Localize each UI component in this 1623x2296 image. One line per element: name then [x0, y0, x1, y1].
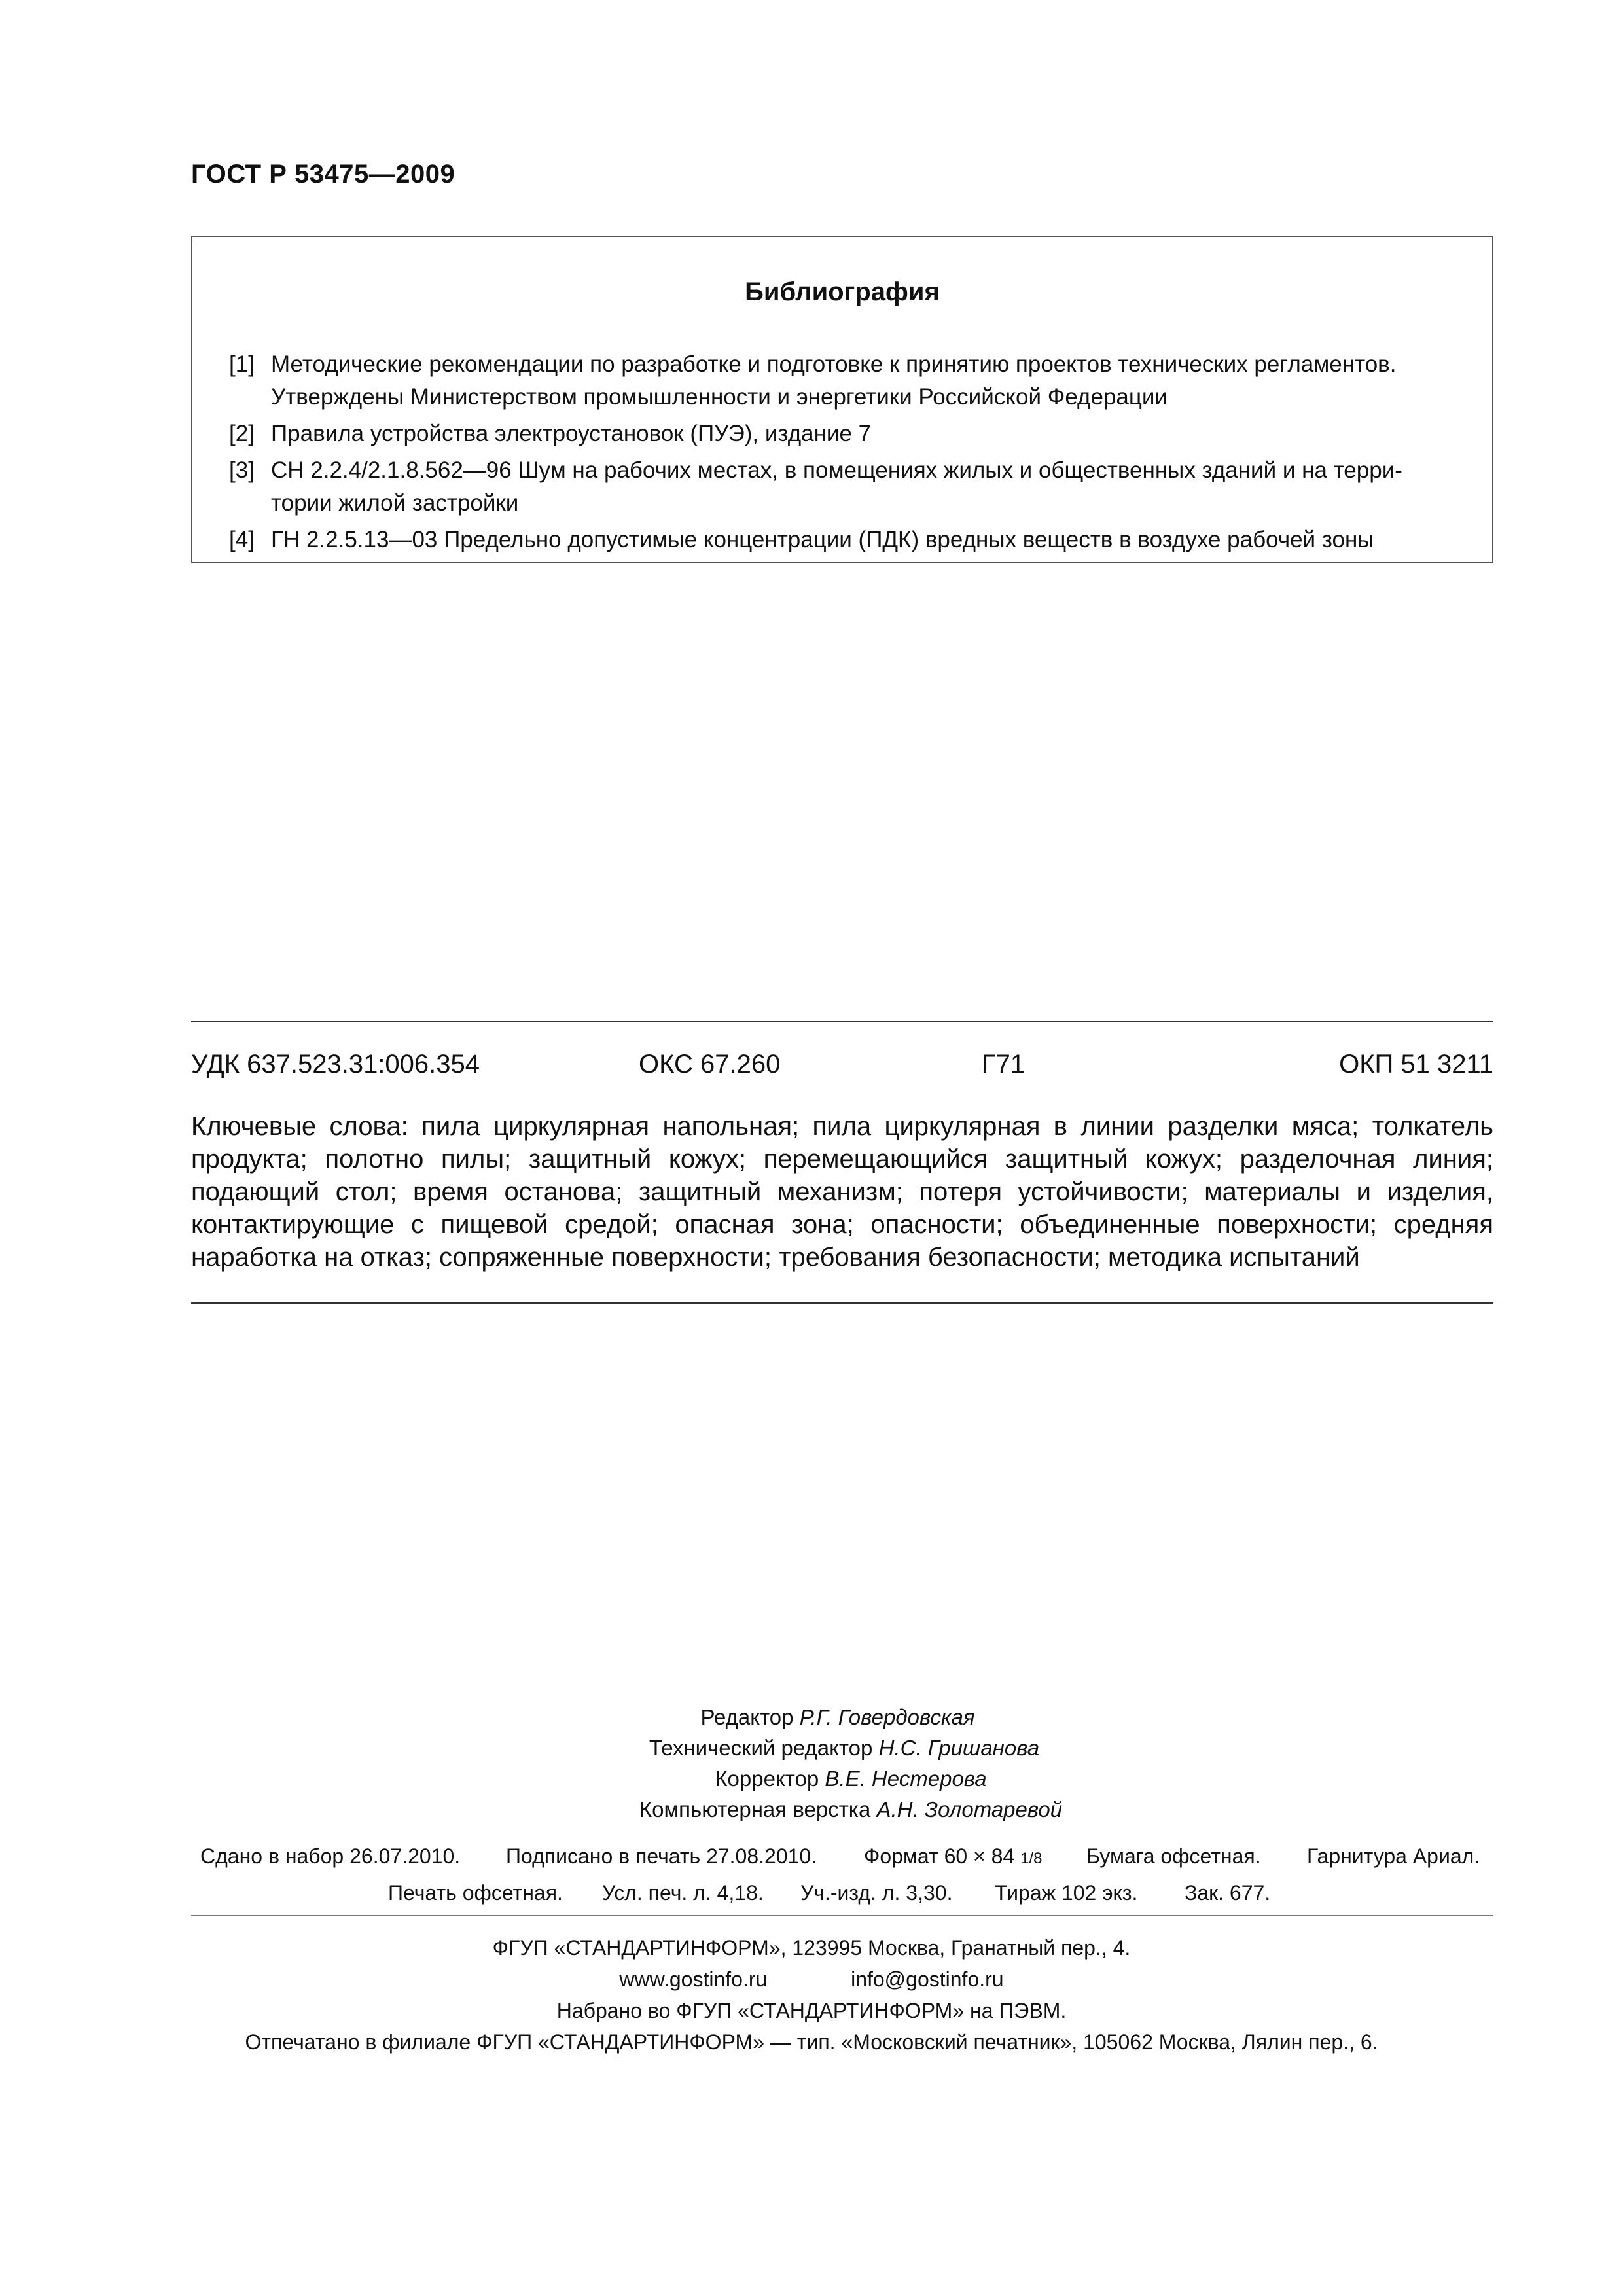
- publisher-sheets: Уч.-изд. л. 3,30.: [800, 1881, 953, 1905]
- udk-code: УДК 637.523.31:006.354: [191, 1050, 480, 1079]
- bibliography-item-text: СН 2.2.4/2.1.8.562—96 Шум на рабочих местах, в помещениях жилых и общественных зданий и на терри-: [271, 457, 1402, 483]
- okp-code: ОКП 51 3211: [1339, 1050, 1493, 1079]
- bibliography-item-1: [229, 348, 1459, 414]
- print-details-row-2: [0, 1881, 1623, 1914]
- bibliography-item-4: [229, 524, 1459, 556]
- divider-bottom: [191, 1302, 1493, 1304]
- order-number: Зак. 677.: [1185, 1881, 1271, 1905]
- bibliography-item-text: Правила устройства электроустановок (ПУЭ), издание 7: [271, 421, 872, 446]
- credit-person: Н.С. Гришанова: [878, 1736, 1040, 1760]
- publisher-contacts: [619, 1964, 1003, 1995]
- format-fraction: 1/8: [1020, 1850, 1043, 1867]
- bibliography-item-number: [1]: [229, 351, 255, 377]
- format-info: [864, 1844, 1042, 1869]
- credit-person: А.Н. Золотаревой: [876, 1797, 1063, 1821]
- divider-imprint: [191, 1915, 1493, 1916]
- credit-layout: [0, 1794, 1623, 1825]
- print-type: Печать офсетная.: [388, 1881, 563, 1905]
- credit-person: В.Е. Нестерова: [825, 1767, 987, 1791]
- credit-role: Редактор: [700, 1705, 794, 1729]
- bibliography-item-2: [229, 418, 1459, 450]
- bibliography-item-text-continued: Утверждены Министерством промышленности и энергетики Российской Федерации: [271, 384, 1168, 410]
- print-details-row-1: [0, 1844, 1623, 1877]
- credit-editor: [0, 1702, 1623, 1732]
- keywords-label: Ключевые слова:: [191, 1112, 408, 1141]
- credit-technical-editor: [0, 1732, 1623, 1763]
- bibliography-item-text: Методические рекомендации по разработке и подготовке к принятию проектов технических регламентов.: [271, 351, 1397, 377]
- bibliography-item-text-continued: тории жилой застройки: [271, 490, 519, 516]
- paper-type: Бумага офсетная.: [1086, 1844, 1261, 1868]
- credit-role: Компьютерная верстка: [639, 1797, 871, 1821]
- bibliography-item-number: [4]: [229, 527, 255, 552]
- editorial-credits: [0, 1702, 1623, 1825]
- oks-code: ОКС 67.260: [639, 1050, 781, 1079]
- bibliography-item-text: ГН 2.2.5.13—03 Предельно допустимые концентрации (ПДК) вредных веществ в воздухе рабочей зоны: [271, 527, 1374, 552]
- signed-date: Подписано в печать 27.08.2010.: [506, 1844, 817, 1868]
- group-code: Г71: [982, 1050, 1026, 1079]
- bibliography-list: [229, 348, 1459, 560]
- bibliography-item-number: [3]: [229, 457, 255, 483]
- credit-role: Корректор: [715, 1767, 819, 1791]
- publisher-imprint: [0, 1932, 1623, 2058]
- bibliography-item-3: [229, 454, 1459, 520]
- publisher-address: ФГУП «СТАНДАРТИНФОРМ», 123995 Москва, Гранатный пер., 4.: [492, 1936, 1131, 1960]
- keywords-text: пила циркулярная напольная; пила циркулярная в линии разделки мяса; толкатель продукта; полотно пилы; защитный кожух; перемещающийся защитный кожух; разделочная линия; подающий стол; время останова; защитный механизм; потеря устойчивости; материалы и изделия, контактирующие с пищевой средой; опасная зона; опасности; объединенные поверхности; средняя наработка на отказ; сопряженные поверхности; требования безопасности; методика испытаний: [191, 1112, 1493, 1272]
- printed-note: Отпечатано в филиале ФГУП «СТАНДАРТИНФОРМ» — тип. «Московский печатник», 105062 Москва, Лялин пер., 6.: [245, 2030, 1378, 2054]
- print-run: Тираж 102 экз.: [995, 1881, 1138, 1905]
- divider-top: [191, 1021, 1493, 1022]
- bibliography-frame: [191, 236, 1493, 563]
- bibliography-item-number: [2]: [229, 421, 255, 446]
- credit-person: Р.Г. Говердовская: [799, 1705, 975, 1729]
- document-designation: ГОСТ Р 53475—2009: [191, 160, 455, 188]
- credit-role: Технический редактор: [649, 1736, 873, 1760]
- credit-proofreader: [0, 1763, 1623, 1794]
- typeface: Гарнитура Ариал.: [1307, 1844, 1480, 1868]
- format-prefix: Формат 60 × 84: [864, 1844, 1015, 1868]
- publisher-email-link[interactable]: info@gostinfo.ru: [851, 1967, 1004, 1991]
- typeset-note: Набрано во ФГУП «СТАНДАРТИНФОРМ» на ПЭВМ.: [556, 1999, 1067, 2022]
- printed-sheets: Усл. печ. л. 4,18.: [602, 1881, 764, 1905]
- bibliography-title: Библиография: [745, 278, 940, 306]
- keywords-paragraph: [191, 1110, 1493, 1274]
- publisher-website-link[interactable]: www.gostinfo.ru: [619, 1967, 768, 1991]
- typeset-date: Сдано в набор 26.07.2010.: [200, 1844, 461, 1868]
